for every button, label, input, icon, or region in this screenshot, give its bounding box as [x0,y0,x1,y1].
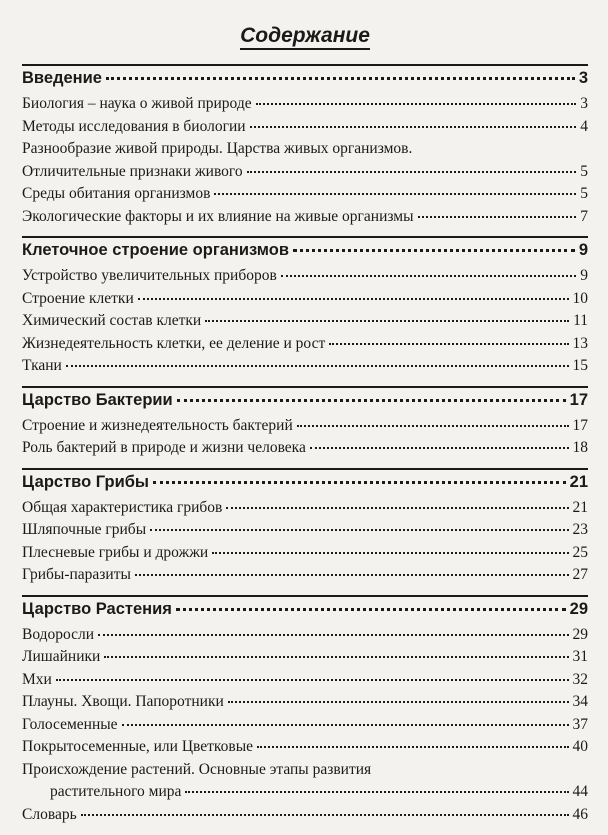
entry-title: Голосеменные [22,715,118,733]
toc-entry[interactable] [22,521,588,544]
page-number: 23 [572,521,588,538]
page-number: 21 [569,472,588,491]
page-title: Содержание [22,24,588,50]
section-heading[interactable] [22,241,588,267]
entry-title: Жизнедеятельность клетки, ее деление и рост [22,334,326,352]
entry-title: Лишайники [22,648,101,665]
page-number: 9 [578,241,588,259]
section-heading[interactable] [22,600,588,626]
page-number: 5 [580,162,588,180]
toc-section [22,595,588,829]
entry-title: Плауны. Хвощи. Папоротники [22,693,224,710]
toc-entry[interactable] [22,95,588,118]
page-number: 7 [580,207,588,225]
dot-leader [329,343,568,345]
toc-entry[interactable] [22,140,588,163]
dot-leader [418,216,577,218]
dot-leader [106,77,575,80]
entry-title: Мхи [22,670,52,688]
toc-entry[interactable] [22,544,588,567]
dot-leader [104,656,568,658]
entry-title: Разнообразие живой природы. Царства живых организмов. [22,140,413,157]
entry-title: Среды обитания организмов [22,185,211,202]
toc-entry[interactable] [22,439,588,462]
toc-entry[interactable] [22,566,588,589]
page-number: 3 [578,69,588,87]
page-number: 9 [580,267,588,284]
section-heading-label: Царство Растения [22,599,172,618]
dot-leader [98,634,568,636]
entry-title: Строение и жизнедеятельность бактерий [22,416,293,434]
page-number: 29 [569,599,588,618]
toc-section [22,236,588,380]
toc-entry[interactable] [22,312,588,335]
dot-leader [226,507,568,509]
section-heading-label: Клеточное строение организмов [22,241,289,259]
page-number: 3 [580,95,588,112]
toc-entry[interactable] [22,163,588,186]
page-number: 13 [572,334,588,352]
dot-leader [153,481,566,484]
page-number: 21 [572,498,588,516]
dot-leader [205,320,569,322]
dot-leader [122,724,569,726]
dot-leader [247,171,577,173]
entry-title: Плесневые грибы и дрожжи [22,543,209,561]
page-number: 4 [580,117,588,135]
entry-title: Химический состав клетки [22,312,202,329]
entry-title: Грибы-паразиты [22,566,131,583]
table-of-contents [22,14,588,834]
toc-section [22,386,588,462]
toc-entry[interactable] [22,626,588,649]
dot-leader [228,701,569,703]
toc-section [22,468,588,589]
page-number: 5 [580,185,588,202]
section-heading-label: Царство Грибы [22,472,149,491]
dot-leader [250,126,577,128]
page-number: 32 [572,670,588,688]
dot-leader [257,746,569,748]
entry-title: Водоросли [22,625,95,643]
page-number: 18 [572,439,588,456]
toc-entry[interactable] [22,290,588,313]
page-number: 10 [572,289,588,307]
page-number: 27 [572,566,588,583]
toc-entry[interactable] [22,783,588,806]
page-number: 17 [572,416,588,434]
section-heading[interactable] [22,473,588,499]
toc-entry[interactable] [22,693,588,716]
entry-title: Шляпочные грибы [22,521,147,538]
entry-title: Отличительные признаки живого [22,162,243,180]
toc-entry[interactable] [22,208,588,231]
entry-title: Роль бактерий в природе и жизни человека [22,439,306,456]
entry-title: Словарь [22,805,77,823]
toc-entry[interactable] [22,267,588,290]
page-number: 31 [572,648,588,665]
toc-entry[interactable] [22,417,588,440]
toc-entry[interactable] [22,118,588,141]
section-heading[interactable] [22,391,588,417]
toc-entry[interactable] [22,335,588,358]
section-heading[interactable] [22,69,588,95]
page-number: 25 [572,543,588,561]
toc-entry[interactable] [22,499,588,522]
entry-title: Методы исследования в биологии [22,117,246,135]
entry-title: Устройство увеличительных приборов [22,267,277,284]
dot-leader [185,791,568,793]
entry-title: Экологические факторы и их влияние на живые организмы [22,207,414,225]
page-number: 40 [572,738,588,755]
section-heading-label: Введение [22,69,102,87]
toc-entry[interactable] [22,761,588,784]
dot-leader [256,103,577,105]
page-number: 17 [569,390,588,409]
entry-title: Происхождение растений. Основные этапы развития [22,760,372,778]
entry-title: Строение клетки [22,289,134,307]
dot-leader [176,608,566,611]
page-number: 46 [572,805,588,823]
dot-leader [214,193,576,195]
toc-entry[interactable] [22,806,588,829]
entry-title: Биология – наука о живой природе [22,95,252,112]
dot-leader [212,552,568,554]
page-number: 29 [572,625,588,643]
page-number: 11 [573,312,588,329]
dot-leader [293,249,575,252]
page-number: 44 [572,783,588,800]
dot-leader [281,275,576,277]
dot-leader [81,814,569,816]
toc-entry[interactable] [22,648,588,671]
toc-entry[interactable] [22,357,588,380]
dot-leader [150,529,568,531]
dot-leader [56,679,569,681]
dot-leader [66,365,569,367]
dot-leader [135,574,569,576]
page-number: 15 [572,357,588,374]
dot-leader [138,298,569,300]
page-number: 34 [572,693,588,710]
toc-entry[interactable] [22,716,588,739]
entry-title: Общая характеристика грибов [22,498,223,516]
toc-entry[interactable] [22,671,588,694]
entry-title: растительного мира [50,783,182,800]
dot-leader [177,399,566,402]
page-number: 37 [572,715,588,733]
section-heading-label: Царство Бактерии [22,390,173,409]
dot-leader [297,425,569,427]
entry-title: Ткани [22,357,62,374]
toc-section [22,64,588,230]
entry-title: Покрытосеменные, или Цветковые [22,738,253,755]
dot-leader [310,447,569,449]
toc-entry[interactable] [22,185,588,208]
toc-entry[interactable] [22,738,588,761]
